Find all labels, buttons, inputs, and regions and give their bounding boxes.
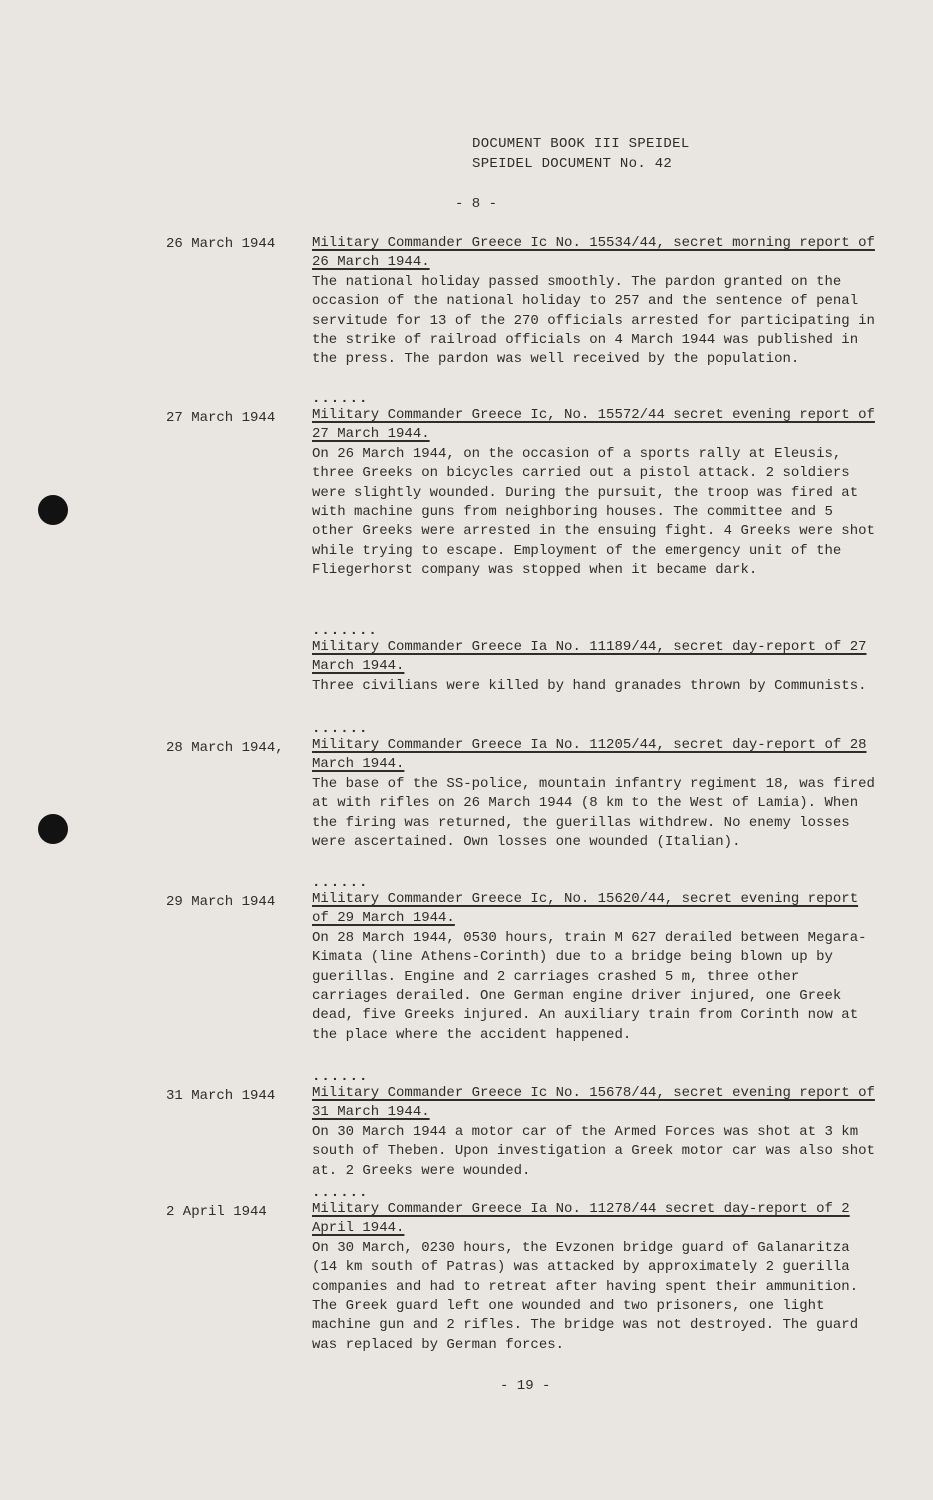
report-reference: Military Commander Greece Ic, No. 15620/44, secret evening report of 29 March 1944. [312,891,859,927]
report-reference: Military Commander Greece Ic, No. 15572/44 secret evening report of 27 March 1944. [312,407,875,443]
separator-dots: ...... [312,1185,369,1201]
entry-date: 26 March 1944 [166,236,276,252]
punch-hole [38,495,68,525]
report-text: On 28 March 1944, 0530 hours, train M 627 derailed between Megara-Kimata (line Athens-Corinth) due to a bridge being blown up by guerillas. Engine and 2 carriages crashed 5 m, three other carriages derailed. One German engine driver injured, one Greek dead, five Greeks injured. An auxiliary train from Corinth now at the place where the accident happened. [312,929,867,1043]
report [312,234,882,370]
report-reference: Military Commander Greece Ic No. 15534/44, secret morning report of 26 March 1944. [312,235,875,271]
report [312,722,882,852]
report-text: Three civilians were killed by hand granades thrown by Communists. [312,677,867,694]
report [312,1186,882,1355]
report [312,624,882,696]
page-number-top: - 8 - [455,196,498,212]
report-reference: Military Commander Greece Ic No. 15678/44, secret evening report of 31 March 1944. [312,1085,875,1121]
document-header [472,134,690,174]
report-text: On 30 March, 0230 hours, the Evzonen bridge guard of Galanaritza (14 km south of Patras) was attacked by approximately 2 guerilla companies and had to retreat after having spent their ammunition. The Greek guard left one wounded and two prisoners, one light machine gun and 2 rifles. The bridge was not destroyed. The guard was replaced by German forces. [312,1239,859,1353]
report-reference: Military Commander Greece Ia No. 11205/44, secret day-report of 28 March 1944. [312,737,867,773]
report [312,1070,882,1181]
report [312,876,882,1045]
report-reference: Military Commander Greece Ia No. 11189/44, secret day-report of 27 March 1944. [312,639,867,675]
entry-date: 31 March 1944 [166,1088,276,1104]
separator-dots: ....... [312,623,378,639]
header-line-2: SPEIDEL DOCUMENT No. 42 [472,156,673,172]
separator-dots: ...... [312,721,369,737]
entry-date: 28 March 1944, [166,740,284,756]
separator-dots: ...... [312,1069,369,1085]
punch-hole [38,814,68,844]
report-text: The national holiday passed smoothly. The pardon granted on the occasion of the national holiday to 257 and the sentence of penal servitude for 13 of the 270 officials arrested for participating in the strike of railroad officials on 4 March 1944 was published in the press. The pardon was well received by the population. [312,273,875,368]
entry-date: 29 March 1944 [166,894,276,910]
report [312,392,882,581]
entry-date: 2 April 1944 [166,1204,267,1220]
separator-dots: ...... [312,875,369,891]
header-line-1: DOCUMENT BOOK III SPEIDEL [472,136,690,152]
report-text: The base of the SS-police, mountain infantry regiment 18, was fired at with rifles on 26 March 1944 (8 km to the West of Lamia). When the firing was returned, the guerillas withdrew. No enemy losses were ascertained. Own losses one wounded (Italian). [312,775,875,851]
report-text: On 26 March 1944, on the occasion of a sports rally at Eleusis, three Greeks on bicycles carried out a pistol attack. 2 soldiers were slightly wounded. During the pursuit, the troop was fired at with machine guns from neighboring houses. The committee and 5 other Greeks were arrested in the ensuing fight. 4 Greeks were shot while trying to escape. Employment of the emergency unit of the Fliegerhorst company was stopped when it became dark. [312,445,875,579]
report-text: On 30 March 1944 a motor car of the Armed Forces was shot at 3 km south of Theben. Upon investigation a Greek motor car was also shot at. 2 Greeks were wounded. [312,1123,875,1179]
report-reference: Military Commander Greece Ia No. 11278/44 secret day-report of 2 April 1944. [312,1201,850,1237]
separator-dots: ...... [312,391,369,407]
entry-date: 27 March 1944 [166,410,276,426]
page-number-bottom: - 19 - [500,1378,551,1394]
